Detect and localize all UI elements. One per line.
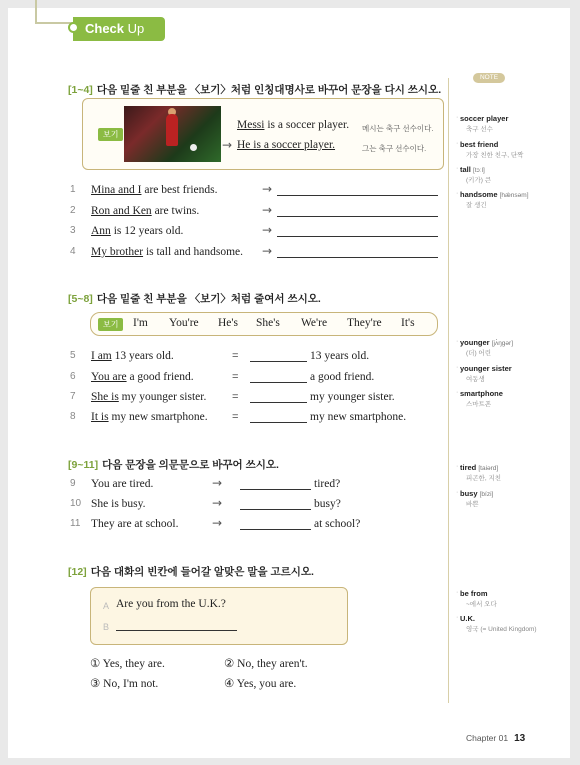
- example-translation-1: 메시는 축구 선수이다.: [362, 124, 434, 133]
- note-word: [460, 389, 503, 398]
- speaker-a-text: Are you from the U.K.?: [116, 598, 226, 610]
- question-9: [70, 478, 153, 490]
- dialog-blank[interactable]: [116, 630, 237, 631]
- note-meaning: 잘 생긴: [466, 202, 487, 209]
- note-pronunciation: [taiərd]: [478, 465, 499, 472]
- section-text: 다음 밑줄 친 부분을 〈보기〉처럼 인칭대명사로 바꾸어 문장을 다시 쓰시오.: [96, 84, 442, 96]
- question-2: [70, 203, 273, 217]
- note-bullet: ·: [456, 140, 459, 147]
- pronoun-item: You're: [169, 317, 199, 329]
- arrow-icon: →: [262, 244, 273, 258]
- note-bullet: ·: [456, 463, 459, 470]
- heading-check: Check: [85, 21, 125, 36]
- question-number: 8: [70, 411, 76, 422]
- answer-line[interactable]: [240, 509, 311, 510]
- note-meaning: 여동생: [466, 376, 485, 383]
- pronoun-item: They're: [347, 317, 382, 329]
- question-4: [70, 244, 273, 258]
- note-bullet: ·: [456, 489, 459, 496]
- note-bullet: ·: [456, 364, 459, 371]
- note-word-text: younger: [460, 338, 490, 347]
- question-number: 7: [70, 391, 76, 402]
- note-word: [460, 463, 498, 472]
- note-meaning: 가장 친한 친구, 단짝: [466, 152, 524, 159]
- question-number: 6: [70, 371, 76, 382]
- note-bullet: ·: [456, 614, 459, 621]
- page-number: 13: [514, 733, 526, 744]
- answer-line[interactable]: [250, 402, 307, 403]
- note-word: [460, 338, 513, 347]
- question-1: [70, 182, 273, 196]
- choice-4[interactable]: ④ Yes, you are.: [224, 678, 297, 690]
- section-text: 다음 밑줄 친 부분을 〈보기〉처럼 줄여서 쓰시오.: [96, 293, 321, 305]
- note-word: [460, 489, 493, 498]
- note-word: [460, 614, 475, 623]
- question-number: 5: [70, 350, 76, 361]
- question-5: [70, 350, 174, 362]
- note-word-text: soccer player: [460, 114, 509, 123]
- question-underlined: You are: [91, 371, 127, 383]
- section-4-instruction: [68, 564, 314, 579]
- question-text: You are tired.: [91, 478, 154, 490]
- question-number: 4: [70, 246, 76, 257]
- note-meaning: 스마트폰: [466, 401, 492, 408]
- example-line-1: [237, 119, 349, 131]
- pronoun-item: It's: [401, 317, 415, 329]
- note-word-text: handsome: [460, 190, 498, 199]
- question-right-text: at school?: [314, 518, 361, 530]
- answer-line[interactable]: [250, 361, 307, 362]
- section-1-instruction: [68, 82, 441, 97]
- question-3: [70, 223, 273, 237]
- section-number: [5~8]: [68, 293, 93, 305]
- note-bullet: ·: [456, 589, 459, 596]
- question-text: She is busy.: [91, 498, 146, 510]
- arrow-icon: →: [262, 203, 273, 217]
- check-up-heading: [73, 17, 165, 41]
- note-word: [460, 364, 512, 373]
- section-text: 다음 대화의 빈칸에 들어갈 알맞은 말을 고르시오.: [90, 566, 314, 578]
- question-text: a good friend.: [126, 371, 194, 383]
- speaker-b-label: B: [103, 622, 110, 632]
- answer-line[interactable]: [277, 257, 438, 258]
- heading-up: Up: [127, 21, 145, 36]
- example-underlined: Messi: [237, 119, 265, 131]
- question-text: They are at school.: [91, 518, 179, 530]
- example-translation-2: 그는 축구 선수이다.: [362, 144, 427, 153]
- question-text: is 12 years old.: [110, 225, 184, 237]
- question-11: [70, 518, 179, 530]
- note-meaning: 축구 선수: [466, 126, 493, 133]
- question-text: 13 years old.: [111, 350, 174, 362]
- section-number: [1~4]: [68, 84, 93, 96]
- question-number: 3: [70, 225, 76, 236]
- note-word-text: tall: [460, 165, 471, 174]
- question-number: 10: [70, 498, 82, 509]
- speaker-a-label: A: [103, 601, 110, 611]
- answer-line[interactable]: [240, 489, 311, 490]
- question-text: my new smartphone.: [108, 411, 208, 423]
- note-divider: [448, 78, 449, 703]
- note-word-text: be from: [460, 589, 488, 598]
- example-tag: 보기: [98, 318, 123, 331]
- note-bullet: ·: [456, 190, 459, 197]
- question-text: are twins.: [151, 205, 200, 217]
- question-6: [70, 371, 194, 383]
- note-bullet: ·: [456, 114, 459, 121]
- answer-line[interactable]: [277, 195, 438, 196]
- answer-line[interactable]: [240, 529, 311, 530]
- note-word: [460, 589, 488, 598]
- note-word: [460, 190, 529, 199]
- pronoun-item: I'm: [133, 317, 148, 329]
- equals-sign: =: [232, 350, 239, 362]
- question-underlined: It is: [91, 411, 109, 423]
- decor-line: [35, 0, 37, 24]
- example-rest: is a soccer player.: [264, 119, 350, 131]
- note-word-text: busy: [460, 489, 478, 498]
- section-number: [9~11]: [68, 459, 99, 471]
- page-footer: [466, 733, 525, 744]
- answer-line[interactable]: [277, 216, 438, 217]
- note-word-text: tired: [460, 463, 477, 472]
- note-meaning: 바쁜: [466, 501, 479, 508]
- note-bullet: ·: [456, 165, 459, 172]
- note-meaning: (키가) 큰: [466, 177, 491, 184]
- question-text: my younger sister.: [118, 391, 207, 403]
- question-right-text: my younger sister.: [310, 391, 395, 403]
- question-7: [70, 391, 206, 403]
- pronoun-item: She's: [256, 317, 280, 329]
- arrow-icon: →: [222, 138, 233, 152]
- note-word-text: U.K.: [460, 614, 475, 623]
- question-underlined: Ron and Ken: [91, 205, 152, 217]
- note-meaning: 영국 (= United Kingdom): [466, 626, 537, 633]
- question-number: 11: [70, 518, 81, 529]
- soccer-player-photo: [124, 106, 221, 162]
- section-3-instruction: [68, 457, 279, 472]
- question-right-text: 13 years old.: [310, 350, 370, 362]
- note-word-text: best friend: [460, 140, 499, 149]
- question-right-text: a good friend.: [310, 371, 375, 383]
- question-text: is tall and handsome.: [143, 246, 244, 258]
- choice-1[interactable]: ① Yes, they are.: [90, 658, 165, 670]
- note-pronunciation: [tɔːl]: [472, 167, 485, 174]
- choice-2[interactable]: ② No, they aren't.: [224, 658, 308, 670]
- arrow-icon: →: [262, 223, 273, 237]
- question-underlined: Mina and I: [91, 184, 142, 196]
- question-right-text: my new smartphone.: [310, 411, 407, 423]
- question-right-text: tired?: [314, 478, 341, 490]
- equals-sign: =: [232, 391, 239, 403]
- question-underlined: Ann: [91, 225, 111, 237]
- example-tag: 보기: [98, 128, 123, 141]
- choice-3[interactable]: ③ No, I'm not.: [90, 678, 159, 690]
- question-number: 2: [70, 205, 76, 216]
- note-pronunciation: [jʌ́ŋgər]: [491, 340, 514, 347]
- example-underlined: He is a soccer player.: [237, 139, 336, 151]
- answer-line[interactable]: [250, 422, 307, 423]
- question-text: are best friends.: [141, 184, 218, 196]
- note-word: [460, 165, 485, 174]
- circle-bullet-icon: [68, 22, 79, 33]
- section-2-instruction: [68, 291, 321, 306]
- note-word: [460, 114, 508, 123]
- dialog-box: [90, 587, 348, 645]
- note-word-text: smartphone: [460, 389, 503, 398]
- question-underlined: She is: [91, 391, 119, 403]
- question-right-text: busy?: [314, 498, 341, 510]
- question-underlined: My brother: [91, 246, 144, 258]
- pronoun-item: We're: [301, 317, 328, 329]
- arrow-icon: →: [212, 476, 223, 490]
- answer-line[interactable]: [250, 382, 307, 383]
- equals-sign: =: [232, 411, 239, 423]
- note-bullet: ·: [456, 338, 459, 345]
- note-word-text: younger sister: [460, 364, 512, 373]
- pronoun-item: He's: [218, 317, 238, 329]
- example-line-2: [237, 139, 335, 151]
- note-meaning: 피곤한, 지친: [466, 475, 502, 482]
- note-tag: NOTE: [473, 73, 505, 83]
- arrow-icon: →: [212, 496, 223, 510]
- section-number: [12]: [68, 566, 87, 578]
- note-meaning: (더) 어린: [466, 350, 491, 357]
- note-word: [460, 140, 498, 149]
- arrow-icon: →: [212, 516, 223, 530]
- question-8: [70, 411, 208, 423]
- chapter-label: Chapter 01: [466, 733, 509, 743]
- equals-sign: =: [232, 371, 239, 383]
- note-pronunciation: [bízi]: [479, 491, 494, 498]
- note-pronunciation: [hǽnsəm]: [499, 192, 529, 199]
- arrow-icon: →: [262, 182, 273, 196]
- question-number: 9: [70, 478, 76, 489]
- question-underlined: I am: [91, 350, 112, 362]
- question-10: [70, 498, 146, 510]
- section-text: 다음 문장을 의문문으로 바꾸어 쓰시오.: [102, 459, 279, 471]
- answer-line[interactable]: [277, 236, 438, 237]
- note-meaning: ~에서 오다: [466, 601, 497, 608]
- note-bullet: ·: [456, 389, 459, 396]
- question-number: 1: [70, 184, 76, 195]
